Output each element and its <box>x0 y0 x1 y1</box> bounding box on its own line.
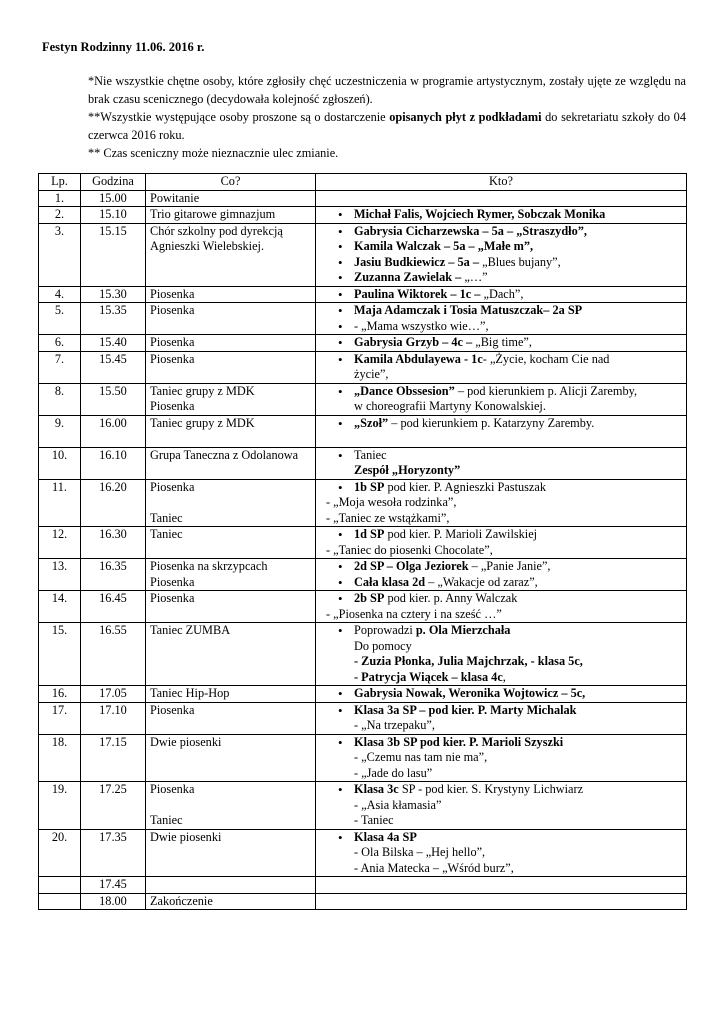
cell-co <box>146 351 316 383</box>
cell-kto <box>316 479 687 527</box>
cell-co <box>146 383 316 415</box>
table-row <box>39 447 687 479</box>
kto-line: • Gabrysia Nowak, Weronika Wojtowicz – 5c, <box>320 686 682 702</box>
table-row <box>39 286 687 303</box>
cell-lp: 15. <box>39 623 81 686</box>
cell-kto <box>316 415 687 447</box>
schedule-table <box>38 173 687 910</box>
kto-line: • Maja Adamczak i Tosia Matuszczak– 2a SP <box>320 303 682 319</box>
table-row <box>39 207 687 224</box>
kto-line: • Klasa 4a SP <box>320 830 682 846</box>
cell-kto <box>316 702 687 734</box>
kto-line: w choreografii Martyny Konowalskiej. <box>354 399 546 413</box>
cell-lp: 19. <box>39 782 81 830</box>
co-line <box>150 798 311 814</box>
cell-lp <box>39 893 81 910</box>
kto-line: • Jasiu Budkiewicz – 5a – „Blues bujany”, <box>320 255 682 271</box>
cell-kto <box>316 877 687 894</box>
co-line: Chór szkolny pod dyrekcją <box>150 223 283 238</box>
co-line: Piosenka <box>150 399 195 413</box>
cell-time: 16.00 <box>81 415 146 447</box>
cell-time: 16.30 <box>81 527 146 559</box>
co-line: Agnieszki Wielebskiej. <box>150 239 265 253</box>
cell-lp: 2. <box>39 207 81 224</box>
kto-line: - „Moja wesoła rodzinka”, <box>326 495 457 509</box>
cell-time: 15.35 <box>81 303 146 335</box>
cell-co <box>146 782 316 830</box>
cell-kto <box>316 782 687 830</box>
cell-co <box>146 207 316 224</box>
kto-line: • Gabrysia Cicharzewska – 5a – „Straszydło”, <box>320 224 682 240</box>
table-header-row <box>39 174 687 191</box>
kto-line: - Ola Bilska – „Hej hello”, <box>354 845 486 859</box>
cell-co <box>146 829 316 877</box>
cell-co <box>146 527 316 559</box>
kto-line: - „Czemu nas tam nie ma”, <box>354 750 488 764</box>
co-line <box>150 877 311 893</box>
kto-line: • 1b SP pod kier. P. Agnieszki Pastuszak <box>320 480 682 496</box>
co-line: Piosenka <box>150 591 195 605</box>
table-row <box>39 415 687 447</box>
cell-co <box>146 623 316 686</box>
co-line: Taniec grupy z MDK <box>150 415 255 430</box>
cell-co <box>146 335 316 352</box>
cell-lp <box>39 877 81 894</box>
co-line: Dwie piosenki <box>150 734 222 749</box>
kto-line: • Taniec <box>320 448 682 464</box>
cell-kto <box>316 303 687 335</box>
cell-co <box>146 286 316 303</box>
co-line: Taniec <box>150 527 183 541</box>
cell-lp: 4. <box>39 286 81 303</box>
cell-co <box>146 479 316 527</box>
cell-time: 16.20 <box>81 479 146 527</box>
cell-kto <box>316 207 687 224</box>
table-row <box>39 782 687 830</box>
cell-time: 15.00 <box>81 190 146 207</box>
table-row <box>39 190 687 207</box>
co-line: Powitanie <box>150 190 200 205</box>
co-line: Taniec Hip-Hop <box>150 686 230 700</box>
cell-kto <box>316 447 687 479</box>
kto-line: - „Piosenka na cztery i na sześć …” <box>326 606 502 621</box>
cell-lp: 7. <box>39 351 81 383</box>
cell-lp: 13. <box>39 559 81 591</box>
cell-co <box>146 223 316 286</box>
table-row <box>39 893 687 910</box>
cell-lp: 14. <box>39 591 81 623</box>
note-3: ** Czas sceniczny może nieznacznie ulec zmianie. <box>88 146 339 160</box>
cell-co <box>146 303 316 335</box>
cell-time: 16.10 <box>81 447 146 479</box>
table-row <box>39 829 687 877</box>
kto-line: - „Na trzepaku”, <box>354 718 435 732</box>
cell-time: 17.35 <box>81 829 146 877</box>
table-row <box>39 877 687 894</box>
cell-kto <box>316 686 687 703</box>
table-row <box>39 383 687 415</box>
table-row <box>39 223 687 286</box>
kto-line: • 1d SP pod kier. P. Marioli Zawilskiej <box>320 527 682 543</box>
cell-lp: 18. <box>39 734 81 782</box>
kto-line: • Zuzanna Zawielak – „…” <box>320 270 682 286</box>
co-line: Taniec <box>150 813 183 827</box>
co-line: Piosenka <box>150 479 195 494</box>
cell-time: 15.50 <box>81 383 146 415</box>
page-title: Festyn Rodzinny 11.06. 2016 r. <box>42 40 205 54</box>
kto-line: • 2b SP pod kier. p. Anny Walczak <box>320 591 682 607</box>
kto-line: • Kamila Walczak – 5a – „Małe m”, <box>320 239 682 255</box>
kto-line: • Cała klasa 2d – „Wakacje od zaraz”, <box>320 575 682 591</box>
co-line: Piosenka <box>150 335 195 349</box>
header-kto: Kto? <box>316 174 687 191</box>
kto-line: życie”, <box>354 367 389 381</box>
cell-co <box>146 190 316 207</box>
cell-kto <box>316 335 687 352</box>
cell-kto <box>316 527 687 559</box>
cell-time: 16.35 <box>81 559 146 591</box>
cell-lp: 5. <box>39 303 81 335</box>
header-co: Co? <box>146 174 316 191</box>
cell-kto <box>316 351 687 383</box>
table-row <box>39 351 687 383</box>
cell-time: 17.15 <box>81 734 146 782</box>
cell-time: 16.55 <box>81 623 146 686</box>
cell-time: 17.25 <box>81 782 146 830</box>
co-line: Dwie piosenki <box>150 829 222 844</box>
kto-line: • Klasa 3c SP - pod kier. S. Krystyny Lichwiarz <box>320 782 682 798</box>
table-row <box>39 559 687 591</box>
cell-time: 16.45 <box>81 591 146 623</box>
kto-line: • Klasa 3a SP – pod kier. P. Marty Michalak <box>320 703 682 719</box>
kto-line: • „Dance Obssesion” – pod kierunkiem p. Alicji Zaremby, <box>320 384 682 400</box>
table-row <box>39 527 687 559</box>
cell-kto <box>316 734 687 782</box>
kto-line: • Kamila Abdulayewa - 1c- „Życie, kocham Cie nad <box>320 352 682 368</box>
cell-time: 15.40 <box>81 335 146 352</box>
cell-co <box>146 415 316 447</box>
cell-co <box>146 734 316 782</box>
co-line: Piosenka <box>150 782 195 796</box>
kto-line: - Patrycja Wiącek – klasa 4c, <box>354 669 506 684</box>
co-line: Trio gitarowe gimnazjum <box>150 207 276 221</box>
cell-time: 17.05 <box>81 686 146 703</box>
cell-lp: 1. <box>39 190 81 207</box>
cell-lp: 12. <box>39 527 81 559</box>
cell-time: 15.30 <box>81 286 146 303</box>
table-row <box>39 591 687 623</box>
kto-line: • Michał Falis, Wojciech Rymer, Sobczak Monika <box>320 207 682 223</box>
cell-time: 15.10 <box>81 207 146 224</box>
co-line: Grupa Taneczna z Odolanowa <box>150 447 299 462</box>
cell-kto <box>316 190 687 207</box>
table-row <box>39 702 687 734</box>
co-line: Piosenka <box>150 286 195 301</box>
cell-time: 17.45 <box>81 877 146 894</box>
cell-time: 17.10 <box>81 702 146 734</box>
cell-kto <box>316 893 687 910</box>
co-line: Taniec ZUMBA <box>150 623 231 637</box>
co-line: Piosenka <box>150 303 195 317</box>
header-godzina: Godzina <box>81 174 146 191</box>
co-line: Taniec grupy z MDK <box>150 383 255 398</box>
cell-lp: 10. <box>39 447 81 479</box>
kto-line: • „Szoł” – pod kierunkiem p. Katarzyny Zaremby. <box>320 416 682 432</box>
kto-line: - „Asia kłamasia” <box>354 797 442 812</box>
cell-lp: 3. <box>39 223 81 286</box>
notes <box>88 72 686 162</box>
kto-line: - Taniec <box>354 813 394 827</box>
table-row <box>39 303 687 335</box>
co-line: Piosenka <box>150 351 195 366</box>
cell-lp: 11. <box>39 479 81 527</box>
co-line: Piosenka na skrzypcach <box>150 559 268 573</box>
note-2: **Wszystkie występujące osoby proszone są o dostarczenie opisanych płyt z podkładami do sekretariatu szkoły do 04 czerwca 2016 roku. <box>88 110 686 142</box>
co-line: Piosenka <box>150 702 195 717</box>
cell-time: 15.45 <box>81 351 146 383</box>
kto-line: Do pomocy <box>354 638 412 653</box>
kto-line: - „Taniec do piosenki Chocolate”, <box>326 542 493 557</box>
kto-line: • Gabrysia Grzyb – 4c – „Big time”, <box>320 335 682 351</box>
kto-line: - Zuzia Płonka, Julia Majchrzak, - klasa 5c, <box>354 654 583 668</box>
kto-line: • Poprowadzi p. Ola Mierzchała <box>320 623 682 639</box>
cell-lp: 6. <box>39 335 81 352</box>
cell-lp: 17. <box>39 702 81 734</box>
kto-line: - Ania Matecka – „Wśród burz”, <box>354 860 514 875</box>
kto-line: • - „Mama wszystko wie…”, <box>320 319 682 335</box>
cell-kto <box>316 286 687 303</box>
cell-co <box>146 893 316 910</box>
cell-kto <box>316 559 687 591</box>
table-row <box>39 686 687 703</box>
kto-line: • Paulina Wiktorek – 1c – „Dach”, <box>320 287 682 303</box>
cell-kto <box>316 383 687 415</box>
co-line: Piosenka <box>150 574 195 589</box>
cell-co <box>146 686 316 703</box>
cell-lp: 16. <box>39 686 81 703</box>
cell-co <box>146 447 316 479</box>
kto-line: - „Taniec ze wstążkami”, <box>326 510 450 525</box>
cell-kto <box>316 223 687 286</box>
schedule-body <box>39 190 687 910</box>
kto-line: • 2d SP – Olga Jeziorek – „Panie Janie”, <box>320 559 682 575</box>
cell-co <box>146 591 316 623</box>
cell-kto <box>316 623 687 686</box>
note-1: *Nie wszystkie chętne osoby, które zgłosiły chęć uczestniczenia w programie artystycznym, zostały ujęte ze względu na brak czasu scenicznego (decydowała kolejność zgłoszeń). <box>88 74 686 106</box>
cell-co <box>146 877 316 894</box>
table-row <box>39 734 687 782</box>
table-row <box>39 479 687 527</box>
cell-co <box>146 559 316 591</box>
co-line: Taniec <box>150 510 183 525</box>
co-line: Zakończenie <box>150 893 213 908</box>
table-row <box>39 335 687 352</box>
cell-kto <box>316 829 687 877</box>
kto-line: Zespół „Horyzonty” <box>354 463 461 477</box>
cell-kto <box>316 591 687 623</box>
kto-line: - „Jade do lasu” <box>354 765 433 780</box>
co-line <box>150 495 311 511</box>
header-lp: Lp. <box>39 174 81 191</box>
cell-time: 18.00 <box>81 893 146 910</box>
kto-line: • Klasa 3b SP pod kier. P. Marioli Szyszki <box>320 735 682 751</box>
table-row <box>39 623 687 686</box>
cell-co <box>146 702 316 734</box>
cell-lp: 9. <box>39 415 81 447</box>
cell-lp: 8. <box>39 383 81 415</box>
cell-lp: 20. <box>39 829 81 877</box>
cell-time: 15.15 <box>81 223 146 286</box>
